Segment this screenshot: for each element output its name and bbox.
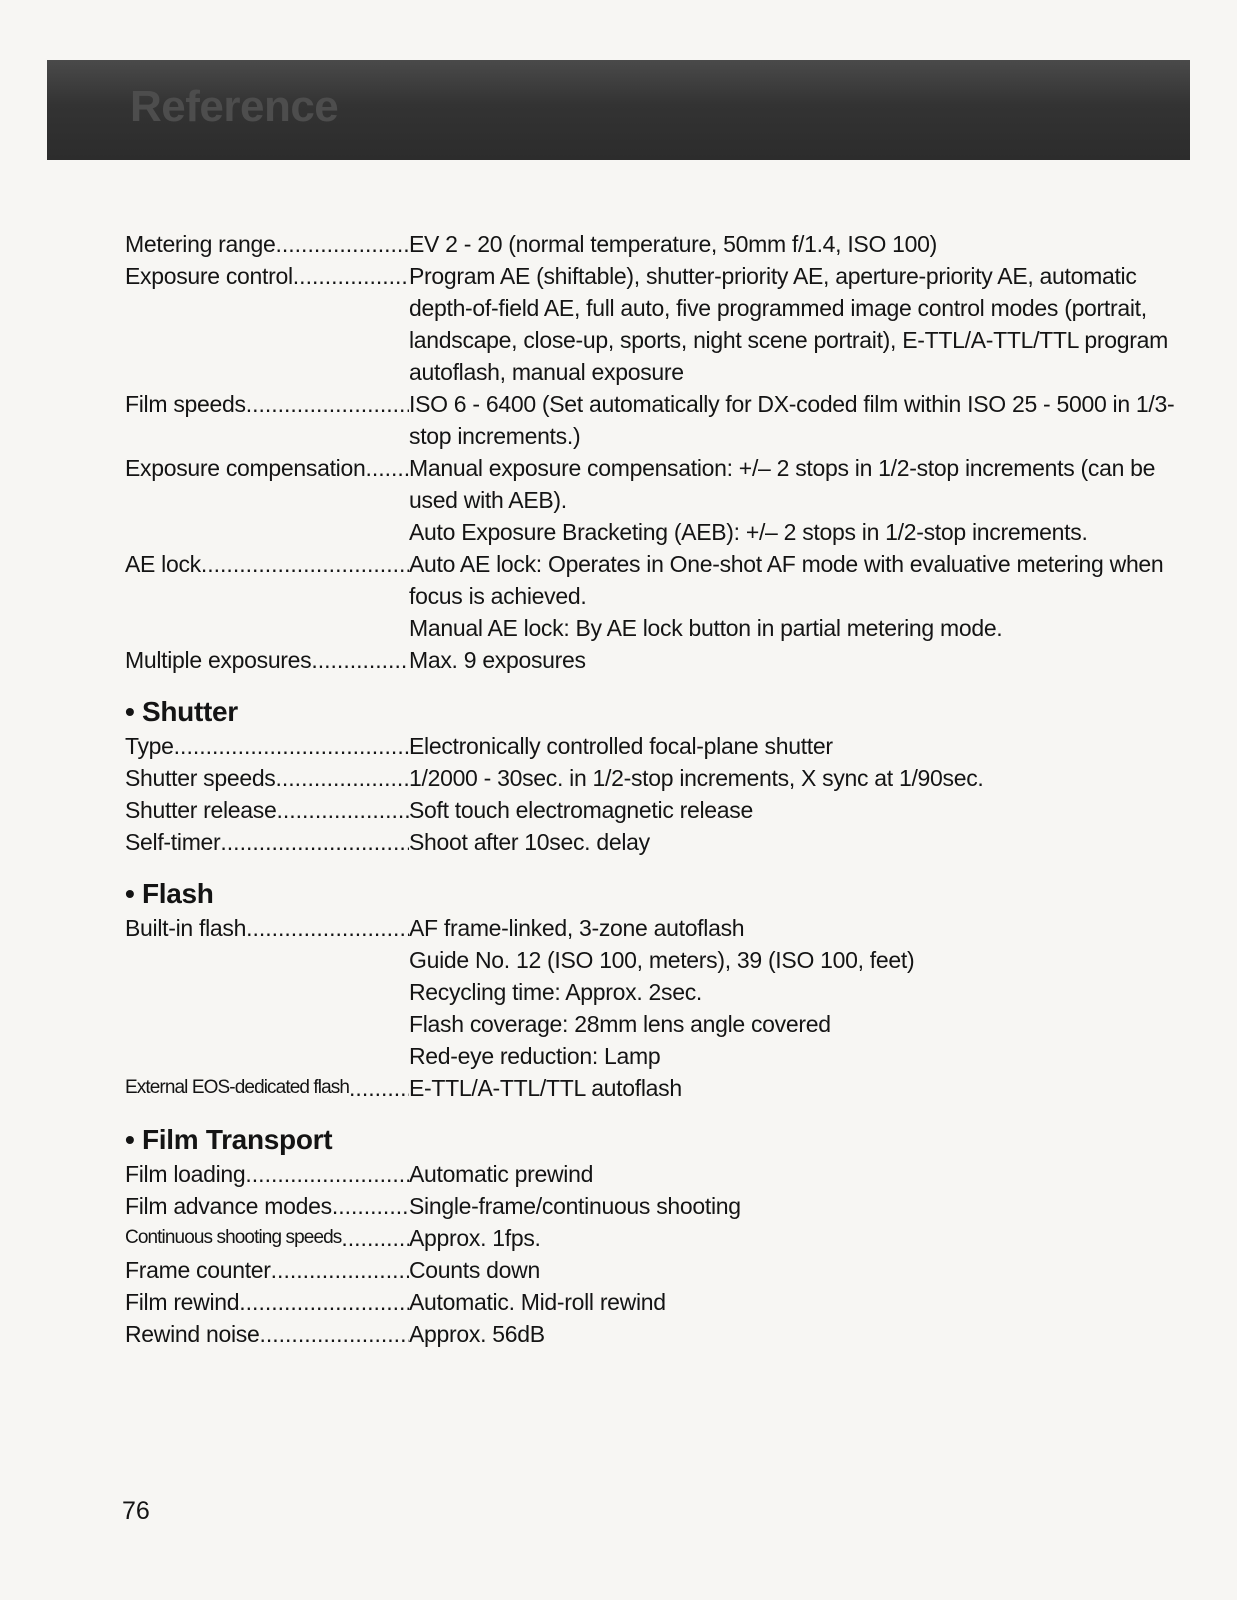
spec-row — [125, 548, 1185, 644]
spec-label-text: Exposure control — [125, 263, 293, 289]
spec-value: E-TTL/A-TTL/TTL autoflash — [409, 1075, 682, 1101]
spec-label — [125, 228, 409, 260]
section-heading: • Shutter — [125, 696, 238, 727]
spec-row — [125, 1190, 1185, 1222]
leader-dots — [239, 1286, 409, 1318]
spec-label — [125, 548, 409, 644]
spec-row — [125, 260, 1185, 388]
spec-value: Approx. 56dB — [409, 1321, 545, 1347]
spec-label — [125, 1254, 409, 1286]
spec-label — [125, 1072, 409, 1104]
leader-dots — [246, 388, 409, 452]
spec-label — [125, 1222, 409, 1254]
leader-dots — [246, 912, 409, 1072]
spec-row — [125, 1318, 1185, 1350]
spec-row — [125, 228, 1185, 260]
spec-values — [409, 1190, 1185, 1222]
spec-value: Shoot after 10sec. delay — [409, 829, 650, 855]
spec-label — [125, 762, 409, 794]
spec-value: 1/2000 - 30sec. in 1/2-stop increments, X sync at 1/90sec. — [409, 765, 984, 791]
leader-dots — [293, 260, 409, 388]
leader-dots — [259, 1318, 409, 1350]
spec-label-text: Film loading — [125, 1161, 246, 1187]
spec-label-text: Film advance modes — [125, 1193, 332, 1219]
spec-label — [125, 1158, 409, 1190]
spec-section — [125, 876, 1185, 1104]
spec-label — [125, 452, 409, 548]
spec-label-text: Metering range — [125, 231, 276, 257]
spec-row — [125, 452, 1185, 548]
leader-dots — [276, 762, 409, 794]
spec-value: Soft touch electromagnetic release — [409, 797, 753, 823]
spec-value: Manual exposure compensation: +/– 2 stops in 1/2-stop increments (can be used with AEB). — [409, 455, 1156, 513]
spec-values — [409, 260, 1185, 388]
spec-label — [125, 260, 409, 388]
spec-row — [125, 1158, 1185, 1190]
spec-label — [125, 730, 409, 762]
spec-values — [409, 452, 1185, 548]
leader-dots — [174, 730, 409, 762]
spec-value: Automatic. Mid-roll rewind — [409, 1289, 666, 1315]
spec-values — [409, 644, 1185, 676]
spec-label-text: Type — [125, 733, 174, 759]
spec-values — [409, 228, 1185, 260]
spec-label — [125, 1286, 409, 1318]
spec-row — [125, 1072, 1185, 1104]
leader-dots — [276, 228, 410, 260]
spec-label — [125, 1190, 409, 1222]
leader-dots — [341, 1222, 409, 1254]
spec-row — [125, 912, 1185, 1072]
leader-dots — [365, 452, 409, 548]
page-number: 76 — [122, 1497, 150, 1525]
spec-values — [409, 388, 1185, 452]
leader-dots — [349, 1072, 409, 1104]
spec-label — [125, 794, 409, 826]
spec-value: Counts down — [409, 1257, 540, 1283]
spec-label-text: External EOS-dedicated flash — [125, 1077, 350, 1098]
spec-values — [409, 1286, 1185, 1318]
spec-values — [409, 548, 1185, 644]
spec-label-text: Film rewind — [125, 1289, 240, 1315]
leader-dots — [271, 1254, 409, 1286]
spec-value: Single-frame/continuous shooting — [409, 1193, 741, 1219]
spec-label-text: Exposure compensation — [125, 455, 366, 481]
spec-label — [125, 1318, 409, 1350]
spec-value: ISO 6 - 6400 (Set automatically for DX-coded film within ISO 25 - 5000 in 1/3-stop increments.) — [409, 391, 1175, 449]
spec-value: Auto Exposure Bracketing (AEB): +/– 2 stops in 1/2-stop increments. — [409, 519, 1088, 545]
spec-label — [125, 644, 409, 676]
spec-label-text: Film speeds — [125, 391, 246, 417]
spec-values — [409, 1222, 1185, 1254]
spec-value: Red-eye reduction: Lamp — [409, 1043, 661, 1069]
spec-label-text: Rewind noise — [125, 1321, 260, 1347]
leader-dots — [276, 794, 409, 826]
spec-section — [125, 228, 1185, 676]
section-heading: • Film Transport — [125, 1124, 333, 1155]
spec-value: EV 2 - 20 (normal temperature, 50mm f/1.4, ISO 100) — [409, 231, 937, 257]
page-title: Reference — [130, 82, 339, 131]
spec-value: Guide No. 12 (ISO 100, meters), 39 (ISO 100, feet) — [409, 947, 915, 973]
spec-value: AF frame-linked, 3-zone autoflash — [409, 915, 745, 941]
spec-row — [125, 1222, 1185, 1254]
spec-label — [125, 826, 409, 858]
spec-values — [409, 730, 1185, 762]
spec-value: Electronically controlled focal-plane shutter — [409, 733, 833, 759]
spec-row — [125, 644, 1185, 676]
spec-label — [125, 912, 409, 1072]
spec-label-text: Multiple exposures — [125, 647, 312, 673]
spec-row — [125, 730, 1185, 762]
spec-values — [409, 1318, 1185, 1350]
spec-value: Program AE (shiftable), shutter-priority AE, aperture-priority AE, automatic depth-of-field AE, full auto, five programmed image control modes (portrait, landscape, close-up, sports, night scene portrait), E-TTL/A-TTL/TTL program autoflash, manual exposure — [409, 263, 1168, 385]
spec-values — [409, 826, 1185, 858]
spec-label-text: Shutter speeds — [125, 765, 276, 791]
spec-label-text: Frame counter — [125, 1257, 271, 1283]
spec-row — [125, 762, 1185, 794]
leader-dots — [201, 548, 409, 644]
spec-label-text: Self-timer — [125, 829, 221, 855]
spec-row — [125, 794, 1185, 826]
spec-section — [125, 694, 1185, 858]
spec-values — [409, 912, 1185, 1072]
spec-value: Approx. 1fps. — [409, 1225, 541, 1251]
spec-label — [125, 388, 409, 452]
spec-list — [125, 228, 1185, 1350]
section-heading: • Flash — [125, 878, 214, 909]
spec-label-text: Built-in flash — [125, 915, 247, 941]
spec-values — [409, 762, 1185, 794]
spec-value: Auto AE lock: Operates in One-shot AF mode with evaluative metering when focus is achieved. — [409, 551, 1164, 609]
leader-dots — [245, 1158, 409, 1190]
spec-row — [125, 826, 1185, 858]
spec-label-text: Shutter release — [125, 797, 277, 823]
spec-label-text: Continuous shooting speeds — [125, 1227, 342, 1248]
leader-dots — [332, 1190, 409, 1222]
spec-row — [125, 1254, 1185, 1286]
spec-values — [409, 1254, 1185, 1286]
spec-values — [409, 794, 1185, 826]
leader-dots — [220, 826, 409, 858]
spec-row — [125, 1286, 1185, 1318]
spec-value: Max. 9 exposures — [409, 647, 586, 673]
spec-value: Automatic prewind — [409, 1161, 594, 1187]
leader-dots — [311, 644, 409, 676]
spec-label-text: AE lock — [125, 551, 201, 577]
spec-row — [125, 388, 1185, 452]
spec-section — [125, 1122, 1185, 1350]
spec-value: Recycling time: Approx. 2sec. — [409, 979, 702, 1005]
spec-values — [409, 1158, 1185, 1190]
header-band — [47, 60, 1190, 160]
spec-values — [409, 1072, 1185, 1104]
spec-value: Flash coverage: 28mm lens angle covered — [409, 1011, 831, 1037]
spec-value: Manual AE lock: By AE lock button in partial metering mode. — [409, 615, 1003, 641]
